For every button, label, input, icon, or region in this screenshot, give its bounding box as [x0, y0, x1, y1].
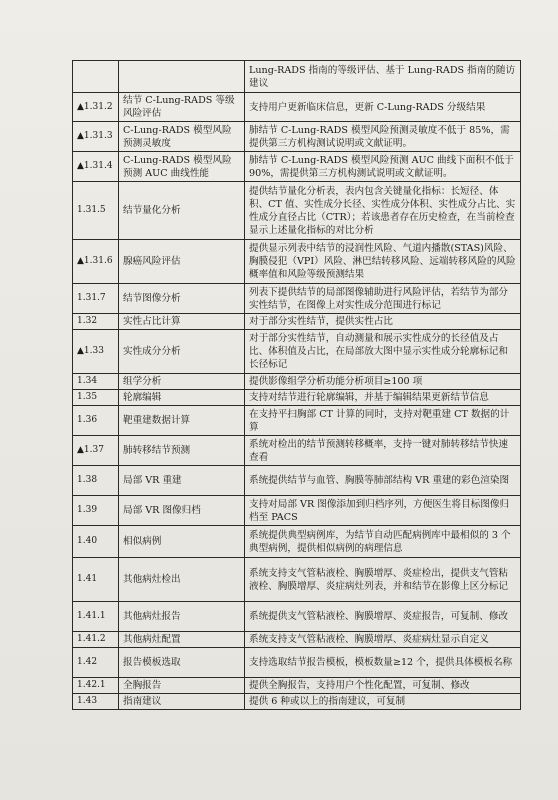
row-number: ▲1.31.4: [73, 152, 119, 182]
table-row: [73, 648, 521, 678]
row-description: Lung-RADS 指南的等级评估、基于 Lung-RADS 指南的随访建议: [245, 61, 521, 93]
row-number: 1.42.1: [73, 678, 119, 694]
row-number: 1.38: [73, 466, 119, 496]
row-item-name: 局部 VR 重建: [119, 466, 245, 496]
row-number: 1.40: [73, 526, 119, 558]
spec-table: [72, 60, 521, 710]
row-number: ▲1.31.2: [73, 93, 119, 122]
table-row: [73, 152, 521, 182]
row-item-name: 其他病灶检出: [119, 558, 245, 602]
row-item-name: 结节 C-Lung-RADS 等级风险评估: [119, 93, 245, 122]
row-item-name: 肺转移结节预测: [119, 436, 245, 466]
row-item-name: C-Lung-RADS 模型风险预测灵敏度: [119, 122, 245, 152]
spec-table-body: [73, 61, 521, 710]
row-description: 系统提供结节与血管、胸膜等肺部结构 VR 重建的彩色渲染图: [245, 466, 521, 496]
row-number: 1.36: [73, 406, 119, 436]
table-row: [73, 314, 521, 330]
row-number: ▲1.31.3: [73, 122, 119, 152]
row-description: 系统对检出的结节预测转移概率，支持一键对肺转移结节快速查看: [245, 436, 521, 466]
row-item-name: 全胸报告: [119, 678, 245, 694]
row-description: 系统支持支气管粘液栓、胸膜增厚、炎症病灶显示自定义: [245, 632, 521, 648]
table-row: [73, 390, 521, 406]
row-item-name: 报告模板选取: [119, 648, 245, 678]
row-description: 提供 6 种或以上的指南建议，可复制: [245, 694, 521, 710]
row-description: 提供影像组学分析功能分析项目≥100 项: [245, 374, 521, 390]
row-number: 1.35: [73, 390, 119, 406]
row-item-name: 组学分析: [119, 374, 245, 390]
table-row: [73, 374, 521, 390]
row-description: 支持对局部 VR 图像添加到归档序列，方便医生将目标图像归档至 PACS: [245, 496, 521, 526]
row-item-name: 实性占比计算: [119, 314, 245, 330]
table-row: [73, 496, 521, 526]
row-description: 系统支持支气管粘液栓、胸膜增厚、炎症检出，提供支气管粘液栓、胸膜增厚、炎症病灶列表，并和结节在影像上区分标记: [245, 558, 521, 602]
row-number: ▲1.31.6: [73, 240, 119, 284]
row-description: 提供结节量化分析表，表内包含关键量化指标：长短径、体积、CT 值、实性成分长径、实性成分体积、实性成分占比、实性成分直径占比（CTR）；若该患者存在历史检查，在当前检查显示上述量化指标的对比分析: [245, 182, 521, 240]
row-description: 支持用户更新临床信息，更新 C-Lung-RADS 分级结果: [245, 93, 521, 122]
row-number: 1.32: [73, 314, 119, 330]
row-description: 支持选取结节报告模板，模板数量≥12 个，提供具体模板名称: [245, 648, 521, 678]
table-row: [73, 526, 521, 558]
row-description: 肺结节 C-Lung-RADS 模型风险预测 AUC 曲线下面积不低于 90%，需提供第三方机构测试说明或文献证明。: [245, 152, 521, 182]
row-number: ▲1.33: [73, 330, 119, 374]
row-description: 在支持平扫胸部 CT 计算的同时，支持对靶重建 CT 数据的计算: [245, 406, 521, 436]
row-item-name: 其他病灶配置: [119, 632, 245, 648]
table-row: [73, 558, 521, 602]
table-row: [73, 678, 521, 694]
table-row: [73, 466, 521, 496]
row-item-name: 其他病灶报告: [119, 602, 245, 632]
table-row: [73, 694, 521, 710]
row-item-name: 结节量化分析: [119, 182, 245, 240]
table-row: [73, 122, 521, 152]
row-description: 对于部分实性结节，提供实性占比: [245, 314, 521, 330]
table-row: [73, 406, 521, 436]
row-description: 列表下提供结节的局部图像辅助进行风险评估，若结节为部分实性结节，在图像上对实性成分范围进行标记: [245, 284, 521, 314]
row-number: 1.31.7: [73, 284, 119, 314]
row-item-name: 指南建议: [119, 694, 245, 710]
row-item-name: 轮廓编辑: [119, 390, 245, 406]
row-item-name: 相似病例: [119, 526, 245, 558]
row-number: 1.41.1: [73, 602, 119, 632]
row-description: 系统提供典型病例库，为结节自动匹配病例库中最相似的 3 个典型病例，提供相似病例的病理信息: [245, 526, 521, 558]
row-description: 肺结节 C-Lung-RADS 模型风险预测灵敏度不低于 85%，需提供第三方机构测试说明或文献证明。: [245, 122, 521, 152]
row-description: 提供全胸报告，支持用户个性化配置，可复制、修改: [245, 678, 521, 694]
table-row: [73, 182, 521, 240]
row-item-name: 结节图像分析: [119, 284, 245, 314]
row-number: [73, 61, 119, 93]
table-row: [73, 93, 521, 122]
row-number: 1.42: [73, 648, 119, 678]
row-number: 1.39: [73, 496, 119, 526]
row-description: 系统提供支气管粘液栓、胸膜增厚、炎症报告，可复制、修改: [245, 602, 521, 632]
row-number: 1.31.5: [73, 182, 119, 240]
row-number: ▲1.37: [73, 436, 119, 466]
row-item-name: 腺癌风险评估: [119, 240, 245, 284]
table-row: [73, 330, 521, 374]
table-row: [73, 602, 521, 632]
row-number: 1.41.2: [73, 632, 119, 648]
row-item-name: C-Lung-RADS 模型风险预测 AUC 曲线性能: [119, 152, 245, 182]
row-item-name: 靶重建数据计算: [119, 406, 245, 436]
row-description: 提供显示列表中结节的浸润性风险、气道内播散(STAS)风险、胸膜侵犯（VPI）风险、淋巴结转移风险、远端转移风险的风险概率值和风险等级预测结果: [245, 240, 521, 284]
row-item-name: 实性成分分析: [119, 330, 245, 374]
table-row: [73, 436, 521, 466]
row-description: 对于部分实性结节，自动测量和展示实性成分的长径值及占比、体积值及占比，在局部放大图中显示实性成分轮廓标记和长径标记: [245, 330, 521, 374]
table-row: [73, 61, 521, 93]
row-description: 支持对结节进行轮廓编辑，并基于编辑结果更新结节信息: [245, 390, 521, 406]
row-number: 1.34: [73, 374, 119, 390]
row-number: 1.43: [73, 694, 119, 710]
table-row: [73, 284, 521, 314]
row-number: 1.41: [73, 558, 119, 602]
table-row: [73, 240, 521, 284]
table-row: [73, 632, 521, 648]
row-item-name: 局部 VR 图像归档: [119, 496, 245, 526]
row-item-name: [119, 61, 245, 93]
